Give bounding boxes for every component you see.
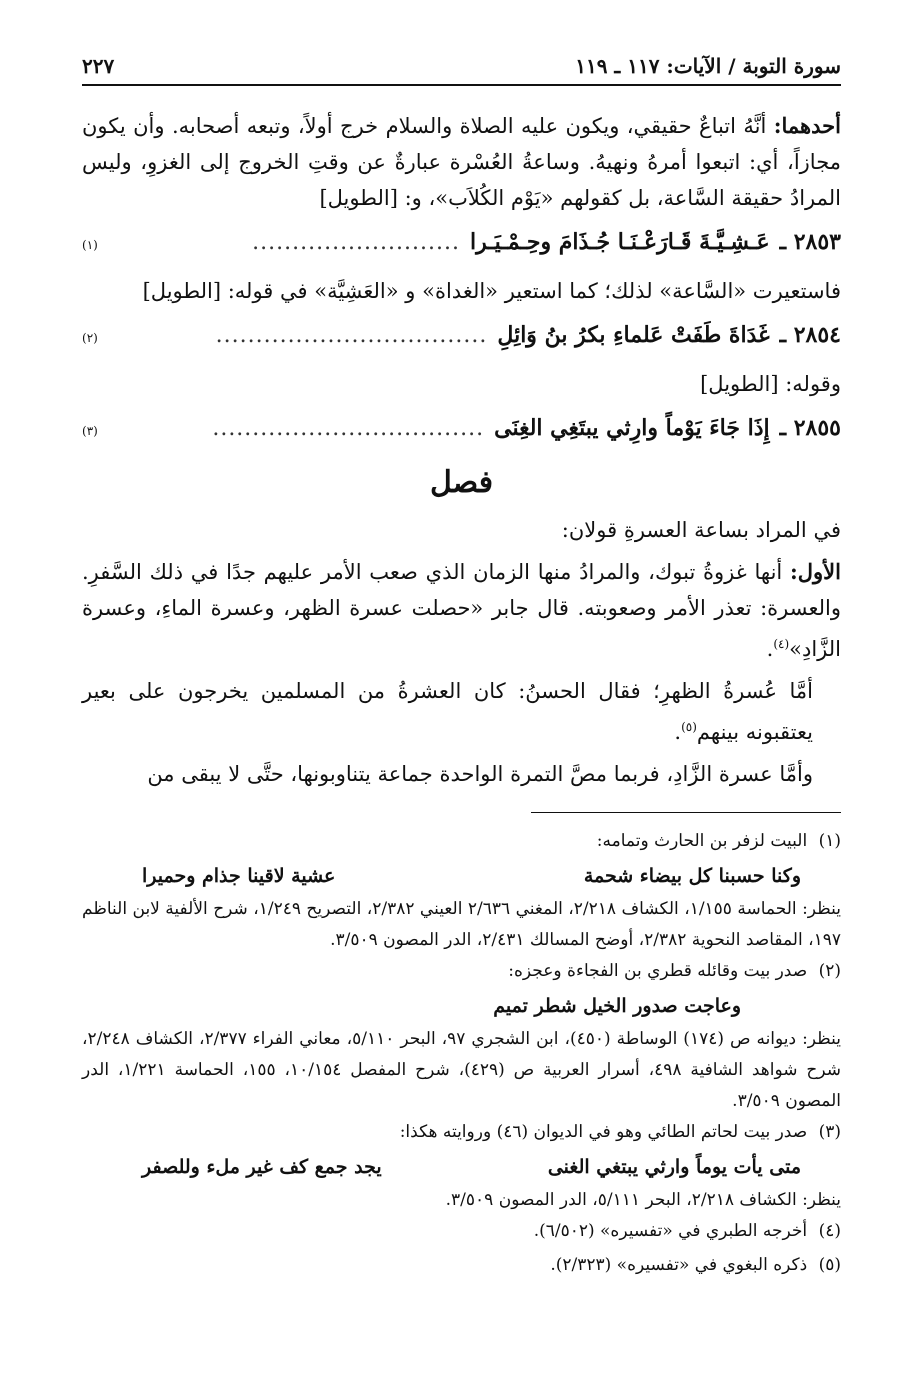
page-number: ٢٢٧ [82, 54, 115, 78]
paragraph-5-lead: الأول: [790, 559, 841, 584]
footnote-4-label: (٤) [818, 1221, 841, 1241]
verse-2855-footnote-ref[interactable]: (٣) [82, 424, 98, 438]
footnote-5 [82, 1250, 841, 1280]
paragraph-5-end: . [766, 637, 774, 661]
paragraph-1-text: أنَّهُ اتباعٌ حقيقي، ويكون عليه الصلاة والسلام خرج أولاً، وتبعه أصحابه. وأن يكون مجازاً، أي: اتبعوا أمرهُ ونهيهُ. وساعةُ العُسْرة عبارةٌ عن وقتِ الخروج إلى الغزوِ، وليس المرادُ حقيقة السَّاعة، بل كقولهم «يَوْم الكُلاَب»، و: [الطويل] [82, 114, 841, 210]
footnote-3-refs: ينظر: الكشاف ٢/٢١٨، البحر ٥/١١١، الدر المصون ٣/٥٠٩. [445, 1190, 841, 1210]
paragraph-5 [82, 554, 841, 667]
footnote-4 [82, 1216, 841, 1246]
footnote-1 [82, 826, 841, 856]
paragraph-6-text: أمَّا عُسرةُ الظهرِ؛ فقال الحسنُ: كان العشرةُ من المسلمين يخرجون على بعير يعتقبونه بينهم [82, 679, 813, 744]
footnote-1-poem [82, 860, 841, 892]
footnote-2-text: صدر بيت وقائله قطري بن الفجاءة وعجزه: [508, 961, 808, 981]
paragraph-3: وقوله: [الطويل] [700, 372, 841, 396]
verse-2854-number: ٢٨٥٤ ـ [779, 322, 841, 348]
verse-2855 [82, 408, 841, 451]
footnote-1-poem-second: عشية لاقينا جذام وحميرا [142, 865, 336, 887]
footnote-2 [82, 956, 841, 986]
verse-2853-footnote-ref[interactable]: (١) [82, 238, 98, 252]
footnote-5-label: (٥) [818, 1255, 841, 1275]
footnote-1-label: (١) [818, 831, 841, 851]
footnote-2-label: (٢) [818, 961, 841, 981]
paragraph-7: وأمَّا عسرة الزَّادِ، فربما مصَّ التمرة الواحدة جماعة يتناوبونها، حتَّى لا يبقى من [147, 762, 813, 786]
footnote-3-text: صدر بيت لحاتم الطائي وهو في الديوان (٤٦) وروايته هكذا: [399, 1122, 808, 1142]
paragraph-1-lead: أحدهما: [773, 113, 841, 138]
verse-2855-dots: .................................. [212, 416, 485, 441]
paragraph-2: فاستعيرت «السَّاعة» لذلك؛ كما استعير «الغداة» و «العَشِيَّة» في قوله: [الطويل] [142, 279, 841, 303]
footnote-4-text: أخرجه الطبري في «تفسيره» (٦/٥٠٢). [533, 1221, 808, 1241]
footnote-3-poem-first: متى يأت يوماً وارثي يبتغي الغنى [547, 1156, 801, 1178]
paragraph-4: في المراد بساعة العسرةِ قولان: [561, 518, 841, 542]
paragraph-5-text: أنها غزوةُ تبوك، والمرادُ منها الزمان الذي صعب الأمر عليهم جدًا في ذلك السَّفرِ. والعسرة: تعذر الأمر وصعوبته. قال جابر «حصلت عسرة الظهر، وعسرة الماءِ، وعسرة الزَّادِ» [82, 560, 841, 661]
verse-2854-footnote-ref[interactable]: (٢) [82, 331, 98, 345]
verse-2854-dots: .................................. [215, 323, 488, 348]
verse-2855-number: ٢٨٥٥ ـ [779, 415, 841, 441]
footnote-1-text: البيت لزفر بن الحارث وتمامه: [596, 831, 808, 851]
footnotes [82, 826, 841, 1284]
footnote-1-poem-first: وكنا حسبنا كل بيضاء شحمة [583, 865, 801, 887]
paragraph-6-footnote-ref[interactable]: (٥) [681, 720, 697, 734]
section-heading: فصل [429, 465, 494, 500]
verse-2853-number: ٢٨٥٣ ـ [779, 229, 841, 255]
main-text [82, 108, 841, 798]
footnote-3-poem [82, 1151, 841, 1183]
footnote-5-text: ذكره البغوي في «تفسيره» (٢/٣٢٣). [550, 1255, 808, 1275]
verse-2853-hemistich: عَـشِـيَّـةَ قَـارَعْـنَـا جُـذَامَ وحِـمْـيَـرا [469, 229, 770, 255]
paragraph-1 [82, 108, 841, 216]
running-title: سورة التوبة / الآيات: ١١٧ ـ ١١٩ [575, 54, 841, 78]
footnote-divider [531, 812, 841, 813]
footnote-3-label: (٣) [818, 1122, 841, 1142]
footnote-3-poem-second: يجد جمع كف غير ملء وللصفر [142, 1156, 382, 1178]
paragraph-5-footnote-ref[interactable]: (٤) [773, 637, 790, 651]
footnote-3 [82, 1117, 841, 1147]
verse-2853-dots: .......................... [252, 230, 460, 255]
footnote-2-refs: ينظر: ديوانه ص (١٧٤) الوساطة (٤٥٠)، ابن الشجري ٩٧، البحر ٥/١١٠، معاني الفراء ٢/٣٧٧، الكشاف ٢/٢٤٨، شرح شواهد الشافية ٤٩٨، أسرار العربية ص (٤٢٩)، شرح المفصل ١٠/١٥٤، ١٥٥، الحماسة ١/٢٢١، الدر المصون ٣/٥٠٩. [82, 1029, 841, 1111]
footnote-1-refs: ينظر: الحماسة ١/١٥٥، الكشاف ٢/٢١٨، المغني ٢/٦٣٦ العيني ٢/٣٨٢، التصريح ١/٢٤٩، شرح الألفية لابن الناظم ١٩٧، المقاصد النحوية ٢/٣٨٢، أوضح المسالك ٢/٤٣١، الدر المصون ٣/٥٠٩. [82, 899, 841, 950]
verse-2854 [82, 315, 841, 358]
verse-2853 [82, 222, 841, 265]
footnote-2-poem-line: وعاجت صدور الخيل شطر تميم [493, 995, 741, 1017]
footnote-2-poem [82, 990, 841, 1022]
page-header [82, 42, 841, 86]
paragraph-6-end: . [674, 720, 682, 744]
verse-2855-hemistich: إِذَا جَاءَ يَوْماً وارِثي يبتَغِي الغِنَى [494, 415, 770, 441]
paragraph-6 [82, 673, 841, 750]
verse-2854-hemistich: غَدَاةَ طَفَتْ عَلماءِ بكرُ بنُ وَائِلِ [497, 322, 770, 348]
